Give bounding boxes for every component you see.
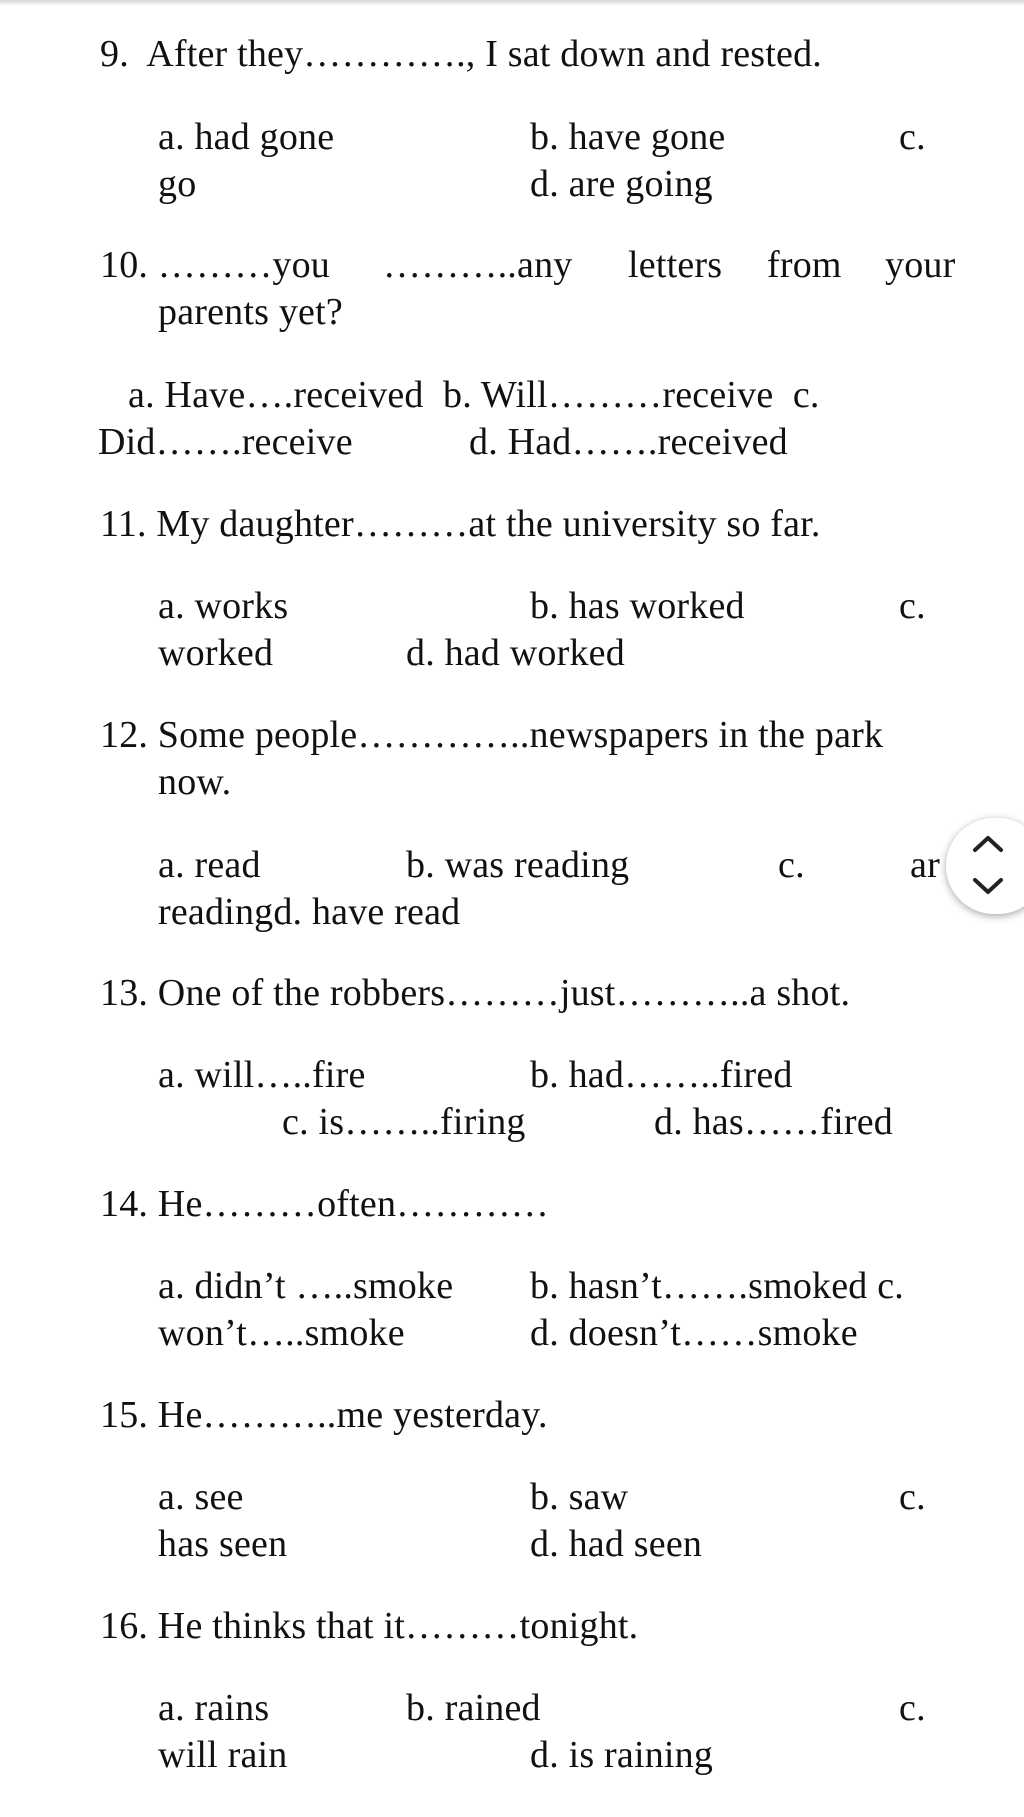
option-b: b. was reading [406,844,630,886]
option-c-label: c. [899,116,926,158]
option-c-label: c. [899,1476,926,1518]
option-c-text: Did…….receive [98,421,353,463]
chevron-up-icon [971,833,1005,855]
option-d: d. has……fired [654,1101,893,1143]
question-11-text: 11. My daughter………at the university so far. [100,503,821,545]
question-15-text: 15. He………..me yesterday. [100,1394,548,1436]
option-d: d. is raining [530,1734,714,1776]
question-13-text: 13. One of the robbers………just………..a shot. [100,972,851,1014]
option-d: d. Had…….received [469,421,788,463]
option-a: a. works [158,585,289,627]
option-c-text: won’t…..smoke [158,1312,405,1354]
option-d: d. doesn’t……smoke [530,1312,858,1354]
option-d: d. had seen [530,1523,703,1565]
option-b: b. hasn’t…….smoked c. [530,1265,904,1307]
option-a: a. will…..fire [158,1054,366,1096]
question-10-text: from [767,244,842,286]
question-10-text: letters [628,244,723,286]
option-b: b. have gone [530,116,726,158]
top-shadow [0,0,1024,6]
question-10-text: 10. ………you [100,244,330,286]
question-10-text: parents yet? [158,291,343,333]
option-b: b. saw [530,1476,629,1518]
scroll-navigator [946,818,1024,914]
question-10-text: your [885,244,956,286]
option-c-text: ar [910,844,940,886]
option-c-label: c. [899,1687,926,1729]
option-b: b. rained [406,1687,541,1729]
option-a: a. read [158,844,261,886]
option-a: a. rains [158,1687,270,1729]
option-c: c. is……..firing [282,1101,526,1143]
question-9-text: 9. After they…………., I sat down and rested. [100,33,823,75]
option-a: a. see [158,1476,244,1518]
question-14-text: 14. He………often………… [100,1183,549,1225]
option-c-text: worked [158,632,274,674]
option-c-text: has seen [158,1523,288,1565]
option-b: b. had……..fired [530,1054,793,1096]
option-b: b. has worked [530,585,745,627]
option-d: d. are going [530,163,713,205]
question-12-text: now. [158,761,232,803]
option-c-label: c. [899,585,926,627]
question-10-text: ………..any [383,244,573,286]
option-c-label: c. [778,844,805,886]
option-line: a. Have….received b. Will………receive c. [128,374,820,416]
option-d: readingd. have read [158,891,461,933]
chevron-down-icon [971,875,1005,897]
option-d: d. had worked [406,632,625,674]
scroll-down-button[interactable] [968,866,1008,906]
option-c-text: will rain [158,1734,288,1776]
option-a: a. had gone [158,116,335,158]
question-12-text: 12. Some people…………..newspapers in the park [100,714,884,756]
scroll-up-button[interactable] [968,824,1008,864]
question-16-text: 16. He thinks that it………tonight. [100,1605,639,1647]
option-c-text: go [158,163,197,205]
option-a: a. didn’t …..smoke [158,1265,454,1307]
